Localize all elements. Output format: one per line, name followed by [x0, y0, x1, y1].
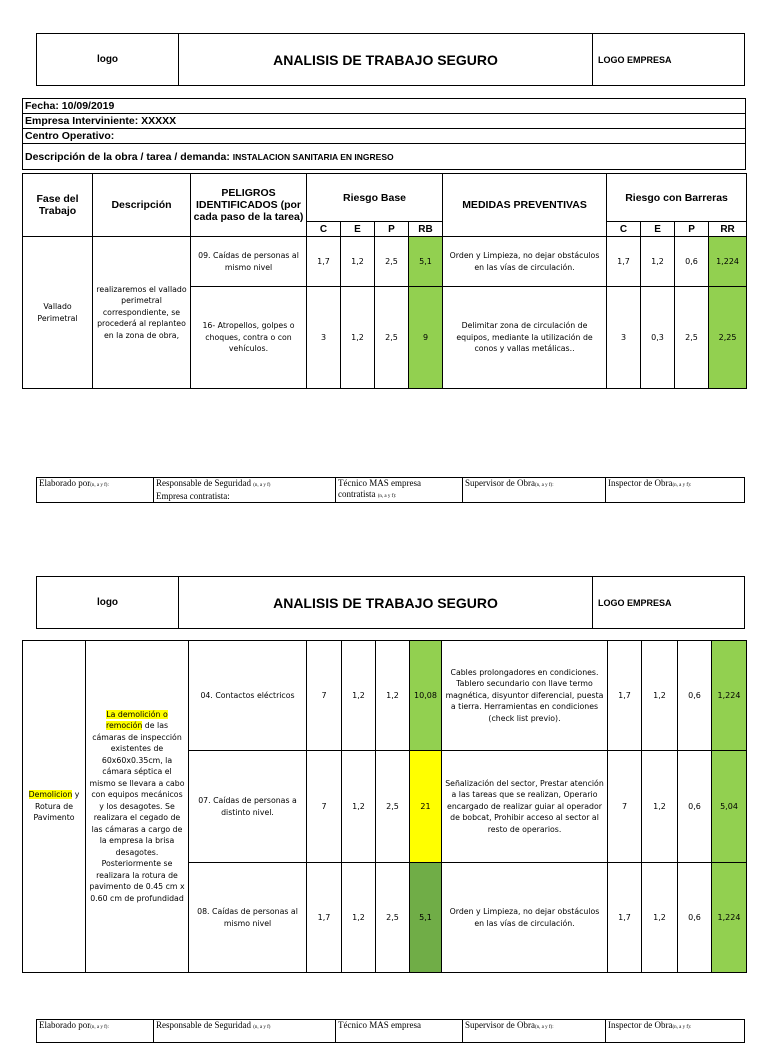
- col-peligros: PELIGROS IDENTIFICADOS (por cada paso de la tarea): [191, 174, 307, 237]
- fecha-field: Fecha: 10/09/2019: [23, 99, 746, 114]
- p-value: 1,2: [376, 641, 410, 751]
- rr-value: 5,04: [712, 751, 747, 863]
- rb-value: 10,08: [410, 641, 442, 751]
- rr-value: 1,224: [712, 863, 747, 973]
- signature-responsable: Responsable de Seguridad (n, a y f) Empresa contratista:: [154, 478, 336, 503]
- descripcion-highlight: La demolición o remoción: [105, 709, 168, 731]
- p2-value: 0,6: [678, 641, 712, 751]
- fase-cell: Demolicion y Rotura de Pavimento: [23, 641, 86, 973]
- c2-value: 3: [607, 287, 641, 389]
- col-medidas: MEDIDAS PREVENTIVAS: [443, 174, 607, 237]
- signature-elaborado: Elaborado por(n, a y f):: [37, 478, 154, 503]
- col-rr: RR: [709, 222, 747, 237]
- c-value: 7: [307, 751, 342, 863]
- medida-cell: Orden y Limpieza, no dejar obstáculos en las vías de circulación.: [443, 237, 607, 287]
- signature-inspector: Inspector de Obra(n, a y f):: [606, 1020, 745, 1043]
- peligro-cell: 16- Atropellos, golpes o choques, contra o con vehículos.: [191, 287, 307, 389]
- descripcion-cell: La demolición o remoción de las cámaras de inspección existentes de 60x60x0.35cm, la cámara séptica el mismo se llevara a cabo con equipos mecánicos y los desagotes. Se realizara el cegado de las cámaras a cargo de la empresa la brisa desagotes. Posteriormente se realizara la rotura de pavimento de 0.45 cm x 0.60 cm de profundidad: [86, 641, 189, 973]
- signature-elaborado: Elaborado por(n, a y f):: [37, 1020, 154, 1043]
- rr-value: 1,224: [709, 237, 747, 287]
- col-fase: Fase del Trabajo: [23, 174, 93, 237]
- logo-placeholder: logo: [37, 34, 179, 86]
- descripcion-cell: realizaremos el vallado perimetral correspondiente, se procederá al replanteo en la zona de obra,: [93, 237, 191, 389]
- e2-value: 1,2: [642, 751, 678, 863]
- rb-value: 5,1: [409, 237, 443, 287]
- page-title: ANALISIS DE TRABAJO SEGURO: [179, 34, 593, 86]
- header-table-1: [36, 33, 745, 86]
- c-value: 1,7: [307, 863, 342, 973]
- p2-value: 2,5: [675, 287, 709, 389]
- e2-value: 1,2: [641, 237, 675, 287]
- logo-placeholder: logo: [37, 577, 179, 629]
- risk-table-1: [22, 173, 747, 389]
- info-table: [22, 98, 746, 170]
- peligro-cell: 08. Caídas de personas al mismo nivel: [189, 863, 307, 973]
- p-value: 2,5: [375, 237, 409, 287]
- c-value: 1,7: [307, 237, 341, 287]
- signature-inspector: Inspector de Obra(n, a y f):: [606, 478, 745, 503]
- medida-cell: Señalización del sector, Prestar atención a las tareas que se realizan, Operario encargado de realizar guiar al operador de bobcat, Prohibir acceso al sector al resto de operarios.: [442, 751, 608, 863]
- medida-cell: Orden y Limpieza, no dejar obstáculos en las vías de circulación.: [442, 863, 608, 973]
- col-e: E: [341, 222, 375, 237]
- signature-tecnico: Técnico MAS empresa contratista (n, a y f):: [336, 478, 463, 503]
- rr-value: 1,224: [712, 641, 747, 751]
- col-p: P: [375, 222, 409, 237]
- company-logo-placeholder: LOGO EMPRESA: [593, 34, 745, 86]
- e2-value: 1,2: [642, 641, 678, 751]
- c-value: 7: [307, 641, 342, 751]
- risk-table-2: [22, 640, 747, 973]
- signature-supervisor: Supervisor de Obra(n, a y f):: [463, 478, 606, 503]
- col-p2: P: [675, 222, 709, 237]
- fase-cell: Vallado Perimetral: [23, 237, 93, 389]
- table-row: [23, 641, 747, 751]
- signature-table-2: [36, 1019, 745, 1043]
- centro-field: Centro Operativo:: [23, 129, 746, 144]
- rb-value: 5,1: [410, 863, 442, 973]
- table-row: [23, 237, 747, 287]
- p-value: 2,5: [376, 751, 410, 863]
- e-value: 1,2: [342, 863, 376, 973]
- signature-supervisor: Supervisor de Obra(n, a y f):: [463, 1020, 606, 1043]
- company-logo-placeholder: LOGO EMPRESA: [593, 577, 745, 629]
- peligro-cell: 09. Caídas de personas al mismo nivel: [191, 237, 307, 287]
- e2-value: 1,2: [642, 863, 678, 973]
- c2-value: 1,7: [608, 863, 642, 973]
- peligro-cell: 07. Caídas de personas a distinto nivel.: [189, 751, 307, 863]
- descripcion-label: Descripción de la obra / tarea / demanda:: [25, 150, 233, 163]
- col-c: C: [307, 222, 341, 237]
- signature-responsable: Responsable de Seguridad (n, a y f): [154, 1020, 336, 1043]
- p-value: 2,5: [376, 863, 410, 973]
- e-value: 1,2: [341, 287, 375, 389]
- signature-tecnico: Técnico MAS empresa: [336, 1020, 463, 1043]
- col-e2: E: [641, 222, 675, 237]
- header-table-2: [36, 576, 745, 629]
- e-value: 1,2: [342, 641, 376, 751]
- fase-highlight: Demolicion: [28, 790, 73, 800]
- rr-value: 2,25: [709, 287, 747, 389]
- c2-value: 1,7: [607, 237, 641, 287]
- p2-value: 0,6: [678, 751, 712, 863]
- descripcion-field: [23, 144, 746, 170]
- p-value: 2,5: [375, 287, 409, 389]
- col-rb: RB: [409, 222, 443, 237]
- rb-value: 9: [409, 287, 443, 389]
- col-riesgo-base: Riesgo Base: [307, 174, 443, 222]
- medida-cell: Delimitar zona de circulación de equipos, mediante la utilización de conos y vallas metálicas..: [443, 287, 607, 389]
- empresa-field: Empresa Interviniente: XXXXX: [23, 114, 746, 129]
- e-value: 1,2: [342, 751, 376, 863]
- p2-value: 0,6: [675, 237, 709, 287]
- col-c2: C: [607, 222, 641, 237]
- p2-value: 0,6: [678, 863, 712, 973]
- e2-value: 0,3: [641, 287, 675, 389]
- peligro-cell: 04. Contactos eléctricos: [189, 641, 307, 751]
- col-descripcion: Descripción: [93, 174, 191, 237]
- c-value: 3: [307, 287, 341, 389]
- medida-cell: Cables prolongadores en condiciones. Tablero secundario con llave termo magnética, disyuntor diferencial, puesta a tierra. Herramientas en condiciones (check list previo).: [442, 641, 608, 751]
- c2-value: 7: [608, 751, 642, 863]
- col-riesgo-barreras: Riesgo con Barreras: [607, 174, 747, 222]
- signature-table-1: [36, 477, 745, 503]
- page-title: ANALISIS DE TRABAJO SEGURO: [179, 577, 593, 629]
- c2-value: 1,7: [608, 641, 642, 751]
- descripcion-value: INSTALACION SANITARIA EN INGRESO: [232, 151, 394, 162]
- e-value: 1,2: [341, 237, 375, 287]
- rb-value: 21: [410, 751, 442, 863]
